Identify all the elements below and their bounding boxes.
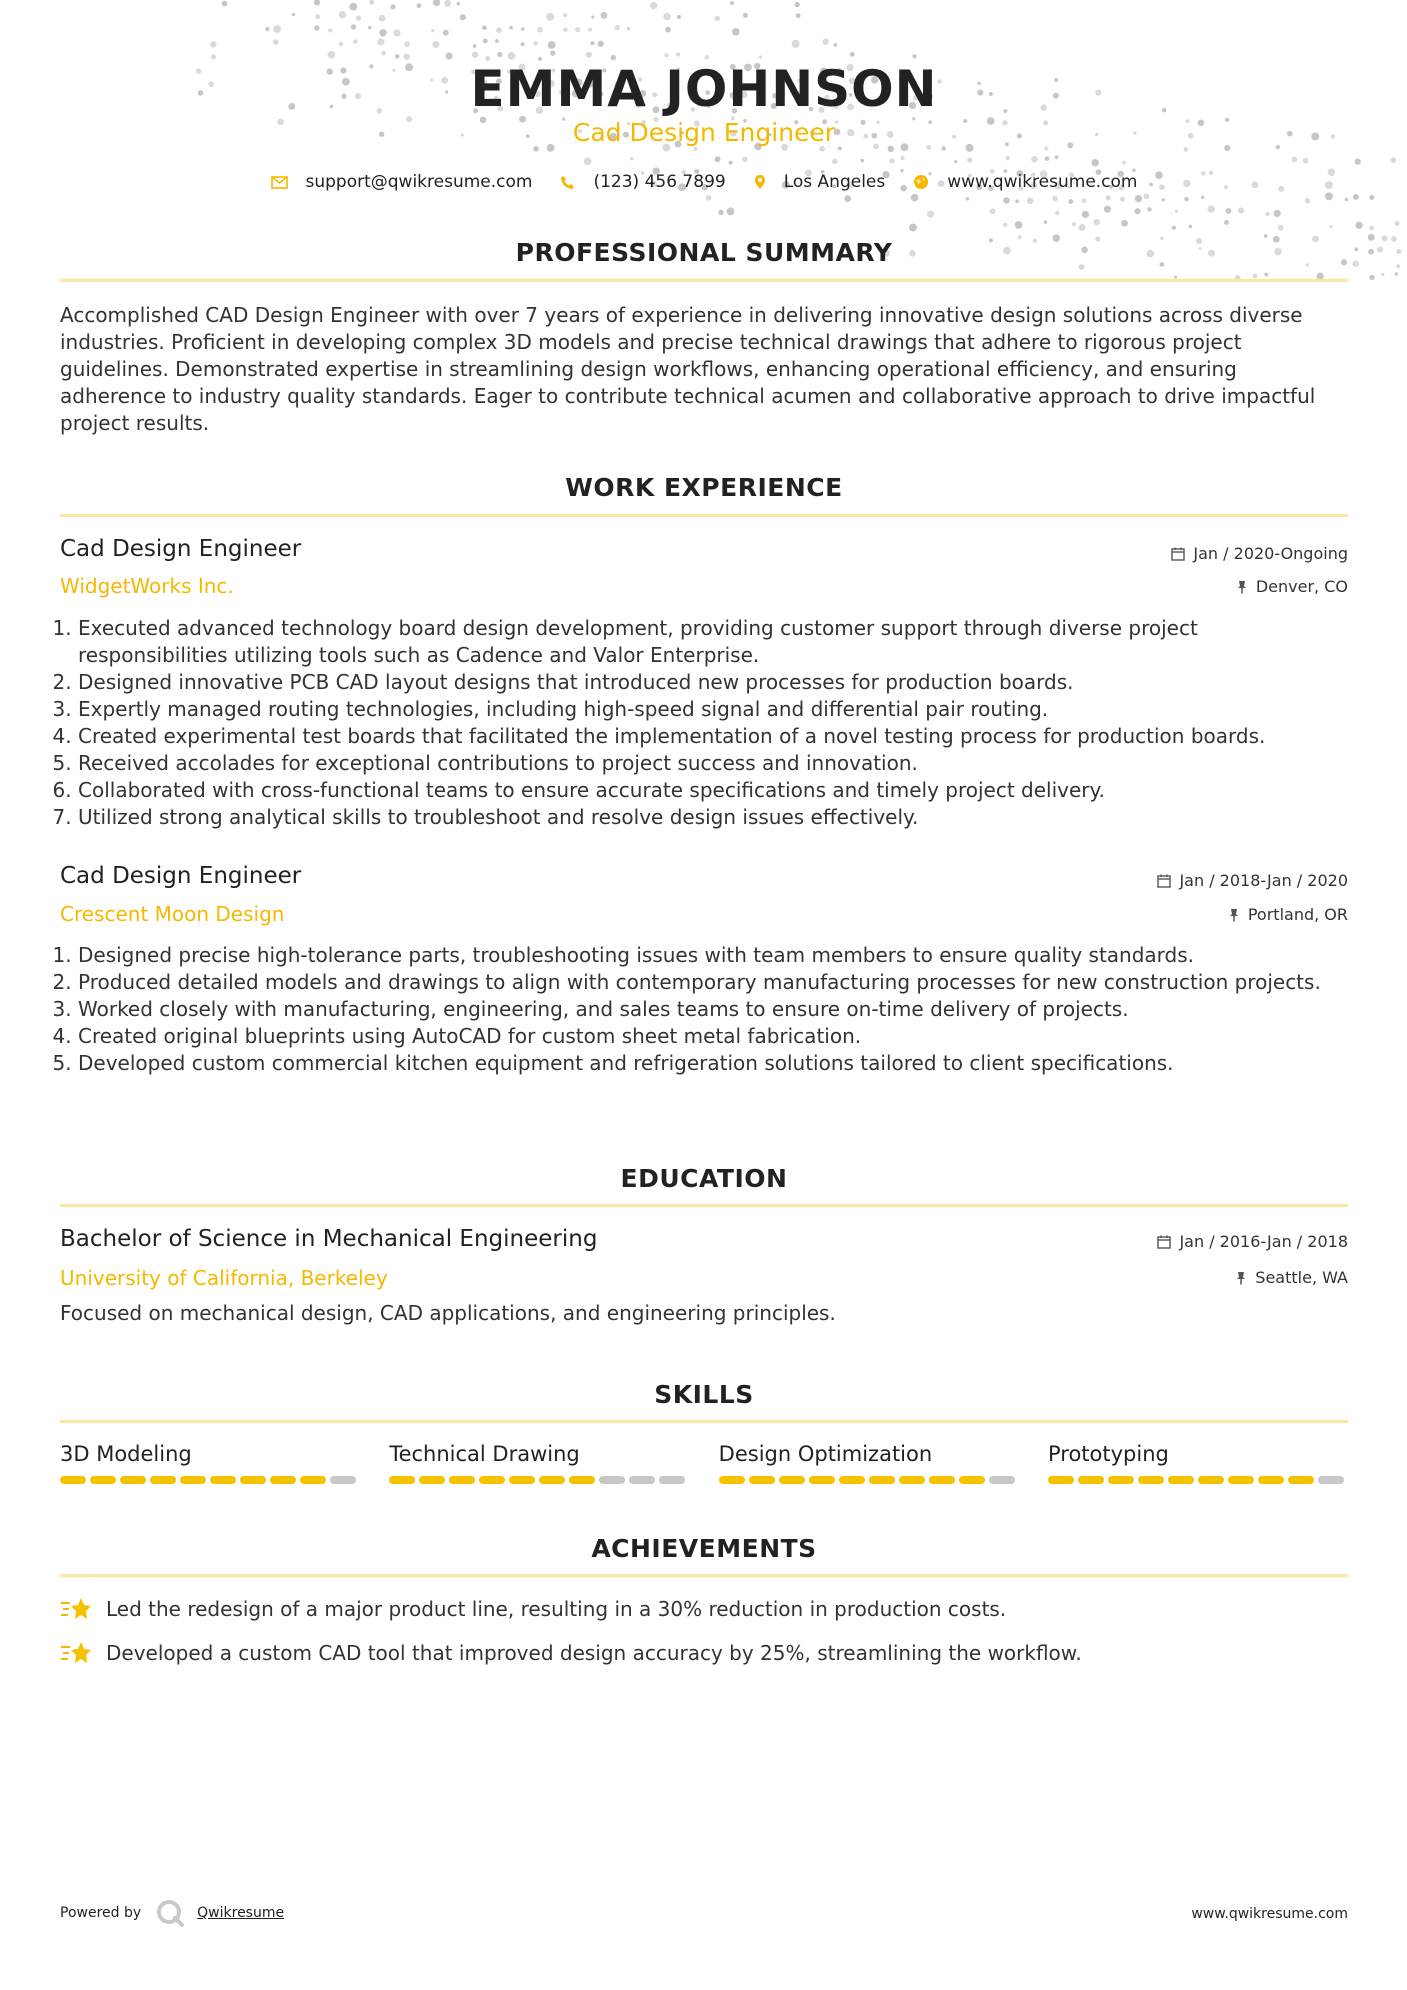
globe-icon bbox=[913, 174, 929, 190]
envelope-icon bbox=[271, 176, 288, 189]
skill-name: 3D Modeling bbox=[60, 1442, 192, 1466]
job-dates-text: Jan / 2020-Ongoing bbox=[1193, 544, 1348, 563]
skill-level-segment bbox=[539, 1476, 565, 1484]
education-divider bbox=[60, 1204, 1348, 1207]
list-item: 4. Created experimental test boards that facilitated the implementation of a novel testing process for production boards. bbox=[78, 723, 1348, 750]
skill-level-segment bbox=[120, 1476, 146, 1484]
list-item: 2. Designed innovative PCB CAD layout designs that introduced new processes for production boards. bbox=[78, 669, 1348, 696]
phone-icon bbox=[560, 175, 575, 190]
skill-level-segment bbox=[929, 1476, 955, 1484]
job-location-text: Portland, OR bbox=[1247, 905, 1348, 924]
list-item: 5. Received accolades for exceptional contributions to project success and innovation. bbox=[78, 750, 1348, 777]
skill-level-segment bbox=[90, 1476, 116, 1484]
summary-divider bbox=[60, 279, 1348, 282]
skill-level-segment bbox=[300, 1476, 326, 1484]
skill-level-segment bbox=[599, 1476, 625, 1484]
skill-level-segment bbox=[749, 1476, 775, 1484]
skill-item bbox=[1048, 1442, 1348, 1484]
skill-level-segment bbox=[270, 1476, 296, 1484]
job-location bbox=[1228, 905, 1348, 924]
skill-level-segment bbox=[150, 1476, 176, 1484]
skill-level-segment bbox=[389, 1476, 415, 1484]
list-item: 4. Created original blueprints using AutoCAD for custom sheet metal fabrication. bbox=[78, 1023, 1348, 1050]
education-location-text: Seattle, WA bbox=[1255, 1268, 1348, 1287]
footer-website[interactable]: www.qwikresume.com bbox=[1191, 1906, 1348, 1922]
skill-level-bar bbox=[719, 1476, 1019, 1484]
skill-level-segment bbox=[1108, 1476, 1134, 1484]
contact-location bbox=[754, 172, 886, 192]
skill-name: Design Optimization bbox=[718, 1442, 933, 1466]
skill-level-bar bbox=[1048, 1476, 1348, 1484]
list-item: 1. Designed precise high-tolerance parts, troubleshooting issues with team members to ensure quality standards. bbox=[78, 942, 1348, 969]
school-name: University of California, Berkeley bbox=[60, 1266, 388, 1290]
list-item: 3. Expertly managed routing technologies, including high-speed signal and differential pair routing. bbox=[78, 696, 1348, 723]
skill-level-segment bbox=[629, 1476, 655, 1484]
skill-level-segment bbox=[989, 1476, 1015, 1484]
skill-level-segment bbox=[509, 1476, 535, 1484]
skill-level-segment bbox=[1078, 1476, 1104, 1484]
skill-level-segment bbox=[809, 1476, 835, 1484]
skill-level-segment bbox=[719, 1476, 745, 1484]
contact-bar bbox=[60, 172, 1348, 192]
qwikresume-logo-icon bbox=[155, 1898, 185, 1928]
education-description: Focused on mechanical design, CAD applications, and engineering principles. bbox=[60, 1301, 836, 1325]
powered-by-label: Powered by bbox=[60, 1905, 142, 1921]
skill-level-segment bbox=[210, 1476, 236, 1484]
skill-level-segment bbox=[899, 1476, 925, 1484]
skill-level-segment bbox=[1228, 1476, 1254, 1484]
list-item: 5. Developed custom commercial kitchen equipment and refrigeration solutions tailored to client specifications. bbox=[78, 1050, 1348, 1077]
list-item: 2. Produced detailed models and drawings to align with contemporary manufacturing processes for new construction projects. bbox=[78, 969, 1348, 996]
list-item: 7. Utilized strong analytical skills to troubleshoot and resolve design issues effectively. bbox=[78, 804, 1348, 831]
skill-name: Technical Drawing bbox=[389, 1442, 580, 1466]
contact-phone[interactable] bbox=[560, 172, 725, 192]
skills-divider bbox=[60, 1420, 1348, 1423]
achievement-text: Developed a custom CAD tool that improved design accuracy by 25%, streamlining the workflow. bbox=[106, 1641, 1082, 1665]
summary-text: Accomplished CAD Design Engineer with over 7 years of experience in delivering innovative design solutions across diverse industries. Proficient in developing complex 3D models and precise technical drawings that adhere to rigorous project guidelines. Demonstrated expertise in streamlining design workflows, enhancing operational efficiency, and ensuring adherence to industry quality standards. Eager to contribute technical acumen and collaborative approach to drive impactful project results. bbox=[60, 303, 1316, 435]
job-title: Cad Design Engineer bbox=[60, 536, 302, 562]
list-item: 1. Executed advanced technology board design development, providing customer support through diverse project responsibilities utilizing tools such as Cadence and Valor Enterprise. bbox=[78, 615, 1348, 669]
contact-website[interactable] bbox=[913, 172, 1137, 192]
skill-level-segment bbox=[60, 1476, 86, 1484]
contact-email[interactable] bbox=[271, 172, 533, 192]
contact-location-text: Los Angeles bbox=[783, 172, 886, 192]
skill-level-segment bbox=[869, 1476, 895, 1484]
skill-level-bar bbox=[60, 1476, 360, 1484]
experience-divider bbox=[60, 514, 1348, 517]
skills-list bbox=[60, 1442, 1348, 1484]
calendar-icon bbox=[1171, 547, 1185, 561]
job-dates bbox=[1157, 871, 1348, 890]
skills-heading: SKILLS bbox=[654, 1380, 754, 1409]
skill-level-bar bbox=[389, 1476, 689, 1484]
skill-level-segment bbox=[569, 1476, 595, 1484]
skill-level-segment bbox=[240, 1476, 266, 1484]
job-dates-text: Jan / 2018-Jan / 2020 bbox=[1179, 871, 1348, 890]
skill-level-segment bbox=[1258, 1476, 1284, 1484]
education-heading: EDUCATION bbox=[620, 1164, 788, 1193]
star-icon bbox=[60, 1595, 94, 1623]
pushpin-icon bbox=[1236, 580, 1248, 594]
skill-level-segment bbox=[839, 1476, 865, 1484]
qwikresume-link[interactable]: Qwikresume bbox=[197, 1905, 285, 1921]
contact-website-text: www.qwikresume.com bbox=[947, 172, 1138, 192]
skill-name: Prototyping bbox=[1047, 1442, 1169, 1466]
skill-level-segment bbox=[659, 1476, 685, 1484]
education-dates bbox=[1157, 1232, 1348, 1251]
summary-heading: PROFESSIONAL SUMMARY bbox=[515, 238, 893, 267]
calendar-icon bbox=[1157, 1235, 1171, 1249]
skill-level-segment bbox=[1168, 1476, 1194, 1484]
map-pin-icon bbox=[754, 174, 766, 190]
skill-level-segment bbox=[779, 1476, 805, 1484]
achievement-item bbox=[60, 1639, 1348, 1667]
education-location bbox=[1235, 1268, 1348, 1287]
achievements-divider bbox=[60, 1574, 1348, 1577]
skill-level-segment bbox=[1198, 1476, 1224, 1484]
skill-level-segment bbox=[1318, 1476, 1344, 1484]
list-item: 6. Collaborated with cross-functional teams to ensure accurate specifications and timely project delivery. bbox=[78, 777, 1348, 804]
job-responsibilities bbox=[60, 942, 1348, 1077]
pushpin-icon bbox=[1228, 908, 1240, 922]
skill-level-segment bbox=[1138, 1476, 1164, 1484]
skill-level-segment bbox=[419, 1476, 445, 1484]
experience-heading: WORK EXPERIENCE bbox=[565, 473, 843, 502]
job-title: Cad Design Engineer bbox=[60, 863, 302, 889]
degree-title: Bachelor of Science in Mechanical Engineering bbox=[60, 1226, 598, 1252]
star-icon bbox=[60, 1639, 94, 1667]
skill-level-segment bbox=[959, 1476, 985, 1484]
skill-level-segment bbox=[449, 1476, 475, 1484]
skill-level-segment bbox=[1048, 1476, 1074, 1484]
job-dates bbox=[1171, 544, 1348, 563]
skill-level-segment bbox=[479, 1476, 505, 1484]
skill-item bbox=[719, 1442, 1019, 1484]
list-item: 3. Worked closely with manufacturing, engineering, and sales teams to ensure on-time delivery of projects. bbox=[78, 996, 1348, 1023]
job-location-text: Denver, CO bbox=[1255, 577, 1348, 596]
company-name: WidgetWorks Inc. bbox=[60, 574, 234, 598]
skill-item bbox=[60, 1442, 360, 1484]
achievements-heading: ACHIEVEMENTS bbox=[591, 1534, 817, 1563]
candidate-name: EMMA JOHNSON bbox=[470, 60, 938, 118]
achievement-text: Led the redesign of a major product line, resulting in a 30% reduction in production costs. bbox=[106, 1597, 1007, 1621]
skill-level-segment bbox=[1288, 1476, 1314, 1484]
footer-powered-by bbox=[60, 1898, 284, 1928]
skill-item bbox=[389, 1442, 689, 1484]
education-dates-text: Jan / 2016-Jan / 2018 bbox=[1179, 1232, 1348, 1251]
contact-phone-text: (123) 456 7899 bbox=[593, 172, 726, 192]
skill-level-segment bbox=[180, 1476, 206, 1484]
pushpin-icon bbox=[1235, 1271, 1247, 1285]
calendar-icon bbox=[1157, 874, 1171, 888]
achievement-item bbox=[60, 1595, 1348, 1623]
contact-email-text: support@qwikresume.com bbox=[305, 172, 533, 192]
job-location bbox=[1236, 577, 1348, 596]
skill-level-segment bbox=[330, 1476, 356, 1484]
company-name: Crescent Moon Design bbox=[60, 902, 285, 926]
job-responsibilities bbox=[60, 615, 1348, 831]
candidate-role: Cad Design Engineer bbox=[572, 118, 836, 147]
